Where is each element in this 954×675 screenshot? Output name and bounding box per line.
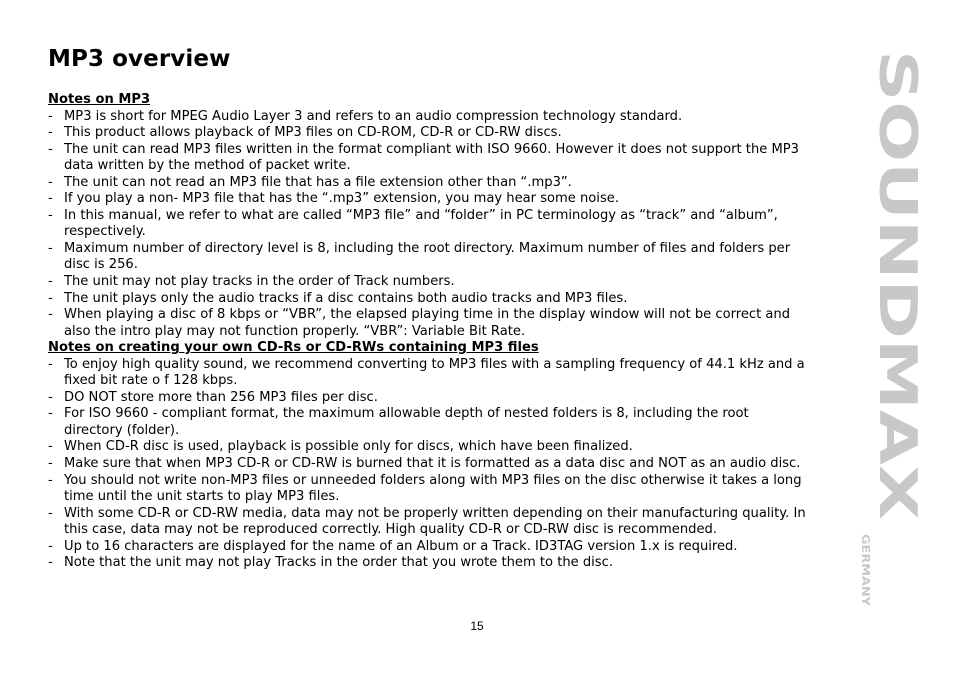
bullet-dash-icon: - — [48, 439, 53, 455]
bullet-dash-icon: - — [48, 389, 53, 405]
list-item-text: Note that the unit may not play Tracks in the order that you wrote them to the disc. — [64, 555, 613, 571]
bullet-dash-icon: - — [48, 174, 53, 190]
bullet-dash-icon: - — [48, 456, 53, 472]
bullet-dash-icon: - — [48, 538, 53, 554]
notes-list — [48, 357, 808, 572]
list-item-text: The unit may not play tracks in the order of Track numbers. — [64, 274, 455, 290]
list-item — [48, 406, 808, 439]
list-item — [48, 125, 808, 142]
list-item-text: With some CD-R or CD-RW media, data may not be properly written depending on their manufacturing quality. In this case, data may not be reproduced correctly. High quality CD-R or CD-RW disc is recommended. — [64, 505, 806, 538]
list-item-text: In this manual, we refer to what are called “MP3 file” and “folder” in PC terminology as “track” and “album”, respectively. — [64, 207, 778, 240]
list-item-text: The unit plays only the audio tracks if a disc contains both audio tracks and MP3 files. — [64, 290, 628, 306]
bullet-dash-icon: - — [48, 505, 53, 521]
list-item — [48, 439, 808, 456]
brand-logo — [848, 50, 927, 610]
content-area — [48, 92, 808, 572]
bullet-dash-icon: - — [48, 307, 53, 323]
list-item — [48, 456, 808, 473]
list-item — [48, 307, 808, 340]
page-title: MP3 overview — [48, 46, 231, 72]
list-item-text: Up to 16 characters are displayed for the name of an Album or a Track. ID3TAG version 1.x is required. — [64, 538, 738, 554]
list-item — [48, 555, 808, 572]
list-item-text: When CD-R disc is used, playback is possible only for discs, which have been finalized. — [64, 439, 633, 455]
list-item-text: You should not write non-MP3 files or unneeded folders along with MP3 files on the disc otherwise it takes a long time until the unit starts to play MP3 files. — [64, 472, 802, 505]
section-notes-on-mp3 — [48, 92, 808, 340]
list-item — [48, 390, 808, 407]
bullet-dash-icon: - — [48, 555, 53, 571]
notes-list — [48, 109, 808, 341]
list-item — [48, 473, 808, 506]
bullet-dash-icon: - — [48, 406, 53, 422]
list-item-text: DO NOT store more than 256 MP3 files per disc. — [64, 389, 378, 405]
bullet-dash-icon: - — [48, 290, 53, 306]
page-number: 15 — [470, 619, 484, 633]
list-item — [48, 274, 808, 291]
section-heading: Notes on creating your own CD-Rs or CD-RWs containing MP3 files — [48, 340, 539, 356]
bullet-dash-icon: - — [48, 240, 53, 256]
list-item — [48, 241, 808, 274]
bullet-dash-icon: - — [48, 274, 53, 290]
list-item-text: If you play a non- MP3 file that has the “.mp3” extension, you may hear some noise. — [64, 191, 619, 207]
list-item — [48, 539, 808, 556]
list-item-text: Maximum number of directory level is 8, including the root directory. Maximum number of files and folders per disc is 256. — [64, 240, 791, 273]
list-item-text: The unit can read MP3 files written in the format compliant with ISO 9660. However it does not support the MP3 data written by the method of packet write. — [64, 141, 799, 174]
list-item-text: For ISO 9660 - compliant format, the maximum allowable depth of nested folders is 8, including the root directory (folder). — [64, 406, 749, 438]
list-item — [48, 357, 808, 390]
list-item — [48, 506, 808, 539]
list-item — [48, 175, 808, 192]
brand-subtitle: GERMANY — [859, 534, 872, 596]
soundmax-logo-icon — [848, 50, 927, 610]
section-creating-cds — [48, 340, 808, 572]
list-item-text: This product allows playback of MP3 files on CD-ROM, CD-R or CD-RW discs. — [64, 125, 562, 141]
list-item — [48, 142, 808, 175]
bullet-dash-icon: - — [48, 141, 53, 157]
section-heading: Notes on MP3 — [48, 92, 151, 107]
list-item-text: When playing a disc of 8 kbps or “VBR”, the elapsed playing time in the display window will not be correct and also the intro play may not function properly. “VBR”: Variable Bit Rate. — [64, 307, 791, 339]
list-item-text: The unit can not read an MP3 file that has a file extension other than “.mp3”. — [64, 174, 572, 190]
list-item-text: Make sure that when MP3 CD-R or CD-RW is burned that it is formatted as a data disc and NOT as an audio disc. — [64, 456, 801, 472]
list-item-text: To enjoy high quality sound, we recommend converting to MP3 files with a sampling frequency of 44.1 kHz and a fixed bit rate o f 128 kbps. — [64, 356, 805, 389]
bullet-dash-icon: - — [48, 191, 53, 207]
list-item — [48, 109, 808, 126]
bullet-dash-icon: - — [48, 108, 53, 124]
bullet-dash-icon: - — [48, 207, 53, 223]
brand-name: SOUNDMAX — [867, 50, 927, 393]
bullet-dash-icon: - — [48, 125, 53, 141]
list-item — [48, 191, 808, 208]
bullet-dash-icon: - — [48, 356, 53, 372]
list-item — [48, 291, 808, 308]
list-item — [48, 208, 808, 241]
list-item-text: MP3 is short for MPEG Audio Layer 3 and refers to an audio compression technology standard. — [64, 108, 683, 124]
bullet-dash-icon: - — [48, 472, 53, 488]
